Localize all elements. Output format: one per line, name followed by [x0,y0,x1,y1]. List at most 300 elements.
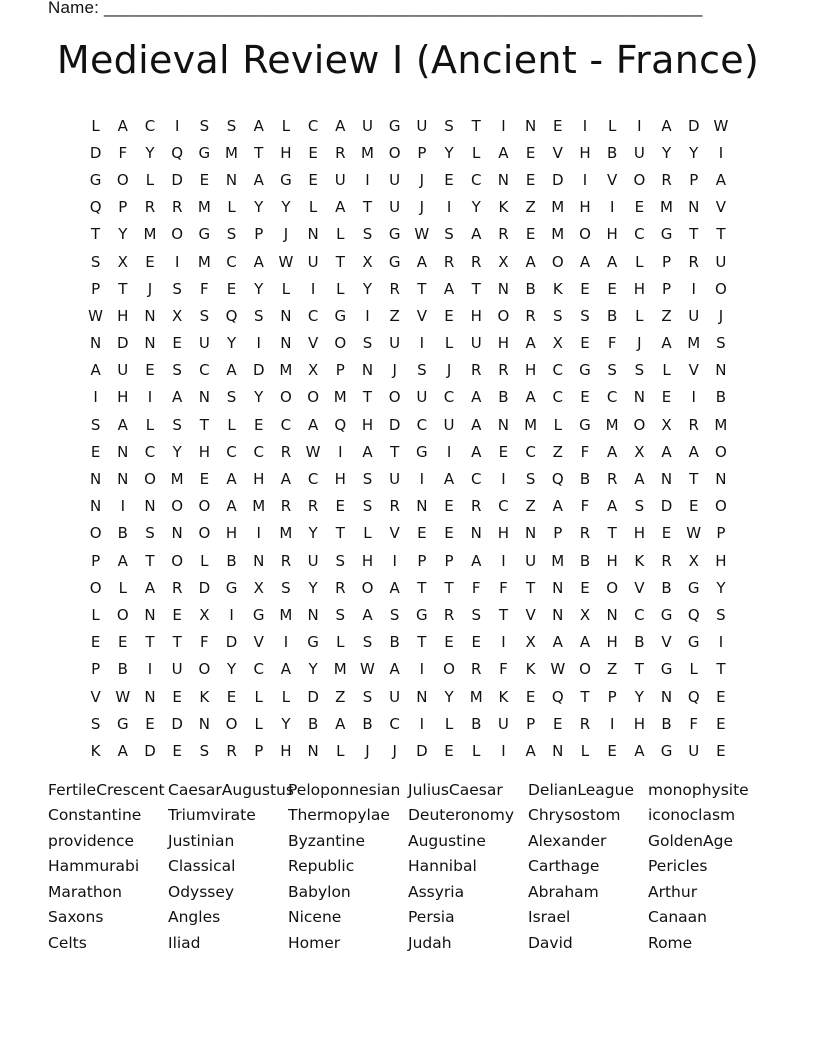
letter-cell: R [661,551,672,570]
letter-cell: E [716,687,726,706]
letter-cell: H [633,714,645,733]
letter-cell: N [307,225,319,244]
letter-cell: R [688,252,699,271]
letter-cell: I [419,470,425,489]
letter-cell: R [171,198,183,217]
letter-cell: R [688,415,699,434]
letter-cell: E [199,470,210,489]
letter-cell: P [662,279,672,298]
letter-cell: L [145,170,155,189]
letter-cell: N [89,497,102,516]
letter-cell: S [172,415,182,434]
letter-cell: E [253,415,264,434]
word-bank-item: FertileCrescent [48,780,165,799]
letter-cell: S [90,252,101,271]
letter-cell: E [444,633,454,652]
letter-cell: M [197,252,211,271]
letter-cell: A [579,252,591,271]
letter-cell: T [689,470,699,489]
letter-cell: L [662,361,671,380]
word-bank-item: Iliad [168,933,201,952]
letter-cell: R [280,497,292,516]
letter-cell: E [172,687,182,706]
letter-cell: N [552,605,564,624]
letter-cell: B [307,714,319,733]
word-bank-item: Hannibal [408,857,477,876]
letter-cell: J [365,741,370,760]
letter-cell: M [714,415,728,434]
letter-cell: J [147,279,153,298]
letter-cell: Y [118,225,128,244]
letter-cell: Z [525,497,536,516]
letter-cell: N [253,551,265,570]
letter-cell: B [607,306,618,325]
letter-cell: U [389,470,401,489]
letter-cell: H [606,633,618,652]
letter-cell: I [501,741,506,760]
letter-cell: L [336,741,345,760]
letter-cell: E [688,497,699,516]
letter-cell: I [229,605,234,624]
letter-cell: L [91,605,100,624]
letter-cell: G [687,578,700,597]
letter-cell: I [446,442,452,461]
letter-cell: S [607,361,617,380]
letter-cell: E [444,524,454,543]
letter-cell: B [471,714,482,733]
letter-cell: M [660,198,673,217]
letter-cell: G [687,633,700,652]
letter-cell: R [335,578,346,597]
letter-cell: E [471,633,481,652]
letter-cell: M [279,605,293,624]
letter-cell: I [147,660,153,679]
letter-cell: A [389,660,400,679]
letter-cell: N [633,388,645,407]
letter-cell: E [145,252,155,271]
letter-cell: X [117,252,128,271]
letter-cell: A [335,116,346,135]
letter-cell: W [88,306,104,325]
letter-cell: U [171,660,183,679]
letter-cell: N [89,334,102,353]
letter-cell: I [419,334,425,353]
letter-cell: L [472,143,481,162]
letter-cell: S [417,361,427,380]
letter-cell: L [200,551,209,570]
word-bank-item: Rome [648,933,693,952]
letter-cell: O [116,605,129,624]
letter-cell: U [497,714,509,733]
letter-cell: N [280,334,292,353]
letter-cell: Q [225,306,238,325]
letter-cell: A [144,578,156,597]
word-bank-item: Celts [48,933,87,952]
letter-cell: U [416,388,428,407]
letter-cell: U [334,170,346,189]
letter-cell: S [444,225,454,244]
letter-cell: A [552,497,563,516]
letter-cell: H [361,415,374,434]
letter-cell: F [607,334,617,353]
letter-cell: U [633,143,645,162]
letter-cell: P [335,361,345,380]
word-bank-item: iconoclasm [648,806,736,825]
letter-cell: N [606,605,618,624]
letter-cell: Y [281,714,291,733]
letter-cell: E [525,170,536,189]
letter-cell: Q [171,143,184,162]
letter-cell: G [252,605,265,624]
letter-cell: W [550,660,566,679]
word-bank-item: Angles [168,908,221,927]
word-bank-item: Deuteronomy [408,806,515,825]
letter-cell: A [607,497,618,516]
letter-cell: E [172,605,182,624]
letter-cell: S [362,687,373,706]
letter-cell: K [199,687,210,706]
letter-cell: N [660,687,673,706]
letter-cell: E [553,116,563,135]
letter-cell: E [90,442,101,461]
letter-cell: E [308,143,318,162]
letter-cell: O [198,660,211,679]
letter-cell: Y [444,143,454,162]
letter-cell: Y [172,442,182,461]
letter-cell: Q [687,687,700,706]
letter-cell: D [552,170,564,189]
letter-cell: H [497,334,510,353]
letter-cell: S [281,578,291,597]
letter-cell: I [609,198,615,217]
letter-cell: C [443,388,455,407]
letter-cell: Y [444,687,454,706]
letter-cell: S [90,714,101,733]
letter-cell: Y [689,143,699,162]
letter-cell: H [117,306,129,325]
letter-cell: I [718,143,724,162]
letter-cell: A [362,605,373,624]
letter-cell: H [524,361,537,380]
letter-cell: U [688,741,700,760]
letter-cell: E [226,279,237,298]
letter-cell: A [172,388,183,407]
letter-cell: E [525,225,536,244]
letter-cell: A [362,442,373,461]
letter-cell: T [362,388,373,407]
letter-cell: C [199,361,210,380]
letter-cell: E [308,170,318,189]
letter-cell: O [497,306,510,325]
letter-cell: C [226,442,237,461]
letter-cell: I [310,279,316,298]
letter-cell: E [145,714,155,733]
word-bank-item: Peloponnesian [288,780,401,799]
letter-cell: S [525,470,536,489]
letter-cell: M [143,225,157,244]
letter-cell: Z [552,442,563,461]
letter-cell: N [361,361,374,380]
letter-cell: L [281,687,291,706]
letter-cell: V [253,633,264,652]
letter-cell: U [198,334,210,353]
letter-cell: I [419,714,425,733]
word-bank-item: Hammurabi [48,857,140,876]
letter-cell: O [334,334,347,353]
letter-cell: O [171,497,184,516]
letter-cell: O [361,578,374,597]
letter-cell: J [419,170,425,189]
letter-cell: I [582,116,588,135]
letter-cell: R [389,497,400,516]
letter-cell: N [171,524,183,543]
letter-cell: S [553,306,563,325]
letter-cell: O [715,442,727,461]
letter-cell: B [661,714,672,733]
letter-cell: S [362,225,373,244]
letter-cell: L [308,198,318,217]
letter-cell: V [607,170,618,189]
letter-cell: O [388,388,401,407]
letter-cell: A [117,551,128,570]
letter-cell: P [254,225,264,244]
letter-cell: I [501,470,506,489]
letter-cell: Q [334,415,347,434]
letter-cell: S [226,388,237,407]
word-bank-item: Augustine [408,831,486,850]
letter-cell: F [689,714,699,733]
letter-cell: O [633,170,646,189]
letter-cell: P [118,198,128,217]
letter-cell: H [497,524,510,543]
letter-cell: S [716,334,726,353]
letter-cell: L [227,198,236,217]
letter-cell: N [89,470,102,489]
letter-cell: A [634,470,645,489]
letter-cell: L [227,415,236,434]
letter-cell: M [197,198,211,217]
word-bank-item: Canaan [648,908,707,927]
letter-cell: L [472,741,481,760]
letter-cell: S [362,497,373,516]
letter-cell: J [718,306,724,325]
letter-cell: Y [308,524,318,543]
letter-cell: O [551,252,564,271]
letter-cell: E [661,388,672,407]
letter-cell: X [525,633,536,652]
letter-cell: L [553,415,562,434]
letter-cell: Y [226,660,237,679]
letter-cell: Q [687,605,700,624]
letter-cell: K [498,198,509,217]
word-bank-item: JuliusCaesar [408,780,503,799]
letter-cell: O [144,470,156,489]
letter-cell: K [525,660,536,679]
letter-cell: Q [551,470,564,489]
letter-cell: P [444,551,454,570]
letter-cell: E [199,170,210,189]
letter-cell: E [580,334,590,353]
letter-cell: U [443,415,455,434]
letter-cell: Y [281,198,291,217]
word-bank-item: Carthage [528,857,600,876]
letter-cell: A [471,388,482,407]
letter-cell: I [582,170,588,189]
letter-cell: H [117,388,129,407]
letter-cell: P [91,660,101,679]
letter-cell: T [580,687,590,706]
letter-cell: V [688,361,699,380]
letter-cell: Z [607,660,618,679]
letter-cell: H [579,198,591,217]
letter-cell: F [499,660,508,679]
word-bank [48,777,768,956]
letter-cell: A [226,470,237,489]
letter-cell: L [336,279,345,298]
letter-cell: F [471,578,481,597]
letter-cell: T [417,633,427,652]
letter-cell: T [716,660,726,679]
letter-cell: O [388,143,401,162]
letter-cell: C [498,497,509,516]
letter-cell: A [226,361,237,380]
letter-cell: C [280,415,292,434]
letter-cell: R [171,578,183,597]
letter-cell: I [392,551,397,570]
letter-cell: N [715,470,727,489]
letter-cell: V [90,687,101,706]
letter-cell: P [417,551,427,570]
letter-cell: N [552,741,564,760]
letter-cell: I [174,116,180,135]
word-bank-item: Thermopylae [288,806,390,825]
letter-cell: A [525,252,536,271]
letter-cell: N [225,170,238,189]
letter-cell: G [307,633,319,652]
word-bank-item: Triumvirate [168,806,256,825]
letter-cell: R [226,741,237,760]
letter-cell: H [633,279,645,298]
letter-cell: S [172,361,182,380]
letter-cell: S [90,415,101,434]
letter-cell: N [552,578,564,597]
letter-cell: P [662,252,672,271]
letter-cell: T [199,415,209,434]
word-bank-item: Persia [408,908,455,927]
letter-cell: C [389,714,400,733]
letter-cell: W [278,252,294,271]
letter-cell: T [689,225,699,244]
letter-cell: C [606,388,618,407]
word-bank-item: CaesarAugustus [168,780,294,799]
letter-cell: N [307,605,319,624]
letter-cell: A [117,116,128,135]
letter-cell: O [579,660,591,679]
letter-cell: H [579,143,591,162]
letter-cell: L [635,252,644,271]
letter-cell: A [661,116,672,135]
letter-cell: Q [551,687,564,706]
letter-cell: E [580,279,590,298]
letter-cell: I [501,116,506,135]
letter-cell: T [145,551,155,570]
letter-cell: E [525,687,536,706]
letter-cell: A [280,660,292,679]
letter-cell: O [89,578,102,597]
letter-cell: A [471,442,482,461]
letter-cell: P [716,524,726,543]
letter-cell: I [93,388,98,407]
letter-cell: X [362,252,373,271]
letter-cell: T [254,143,264,162]
letter-cell: A [525,741,536,760]
letter-cell: N [117,442,129,461]
letter-cell: F [580,497,590,516]
letter-cell: L [281,116,291,135]
letter-cell: O [198,524,211,543]
letter-cell: S [253,306,264,325]
letter-cell: P [91,551,101,570]
letter-cell: C [144,442,156,461]
letter-cell: P [254,741,264,760]
letter-cell: N [198,714,210,733]
letter-cell: G [198,225,211,244]
letter-cell: J [637,334,642,353]
letter-cell: N [470,524,482,543]
letter-cell: I [446,198,452,217]
letter-cell: S [362,470,373,489]
letter-cell: N [307,741,319,760]
letter-cell: A [307,415,319,434]
letter-cell: M [279,524,293,543]
letter-cell: M [170,470,184,489]
letter-cell: E [172,334,182,353]
letter-cell: V [307,334,319,353]
letter-cell: X [498,252,509,271]
letter-cell: U [117,361,129,380]
word-bank-item: GoldenAge [648,831,733,850]
letter-cell: G [416,605,428,624]
letter-cell: I [120,497,125,516]
letter-cell: M [551,198,565,217]
letter-cell: H [606,225,618,244]
letter-cell: P [417,143,427,162]
letter-cell: A [634,741,645,760]
name-line: Name: ______________________________________________________________ [48,0,703,17]
letter-cell: O [307,388,319,407]
letter-cell: L [336,225,345,244]
letter-cell: D [687,116,700,135]
letter-cell: T [118,279,128,298]
word-bank-item: Odyssey [168,882,235,901]
letter-cell: Z [525,198,536,217]
letter-cell: A [688,442,699,461]
letter-cell: N [144,497,156,516]
word-bank-item: Nicene [288,908,342,927]
letter-cell: U [389,334,401,353]
letter-cell: L [145,415,155,434]
letter-cell: R [443,605,455,624]
letter-cell: A [471,415,482,434]
letter-cell: L [607,116,617,135]
letter-cell: R [579,524,591,543]
letter-cell: I [501,551,506,570]
letter-cell: S [199,741,210,760]
letter-cell: L [254,714,263,733]
letter-cell: R [498,225,509,244]
letter-cell: M [605,415,619,434]
letter-cell: V [552,143,563,162]
